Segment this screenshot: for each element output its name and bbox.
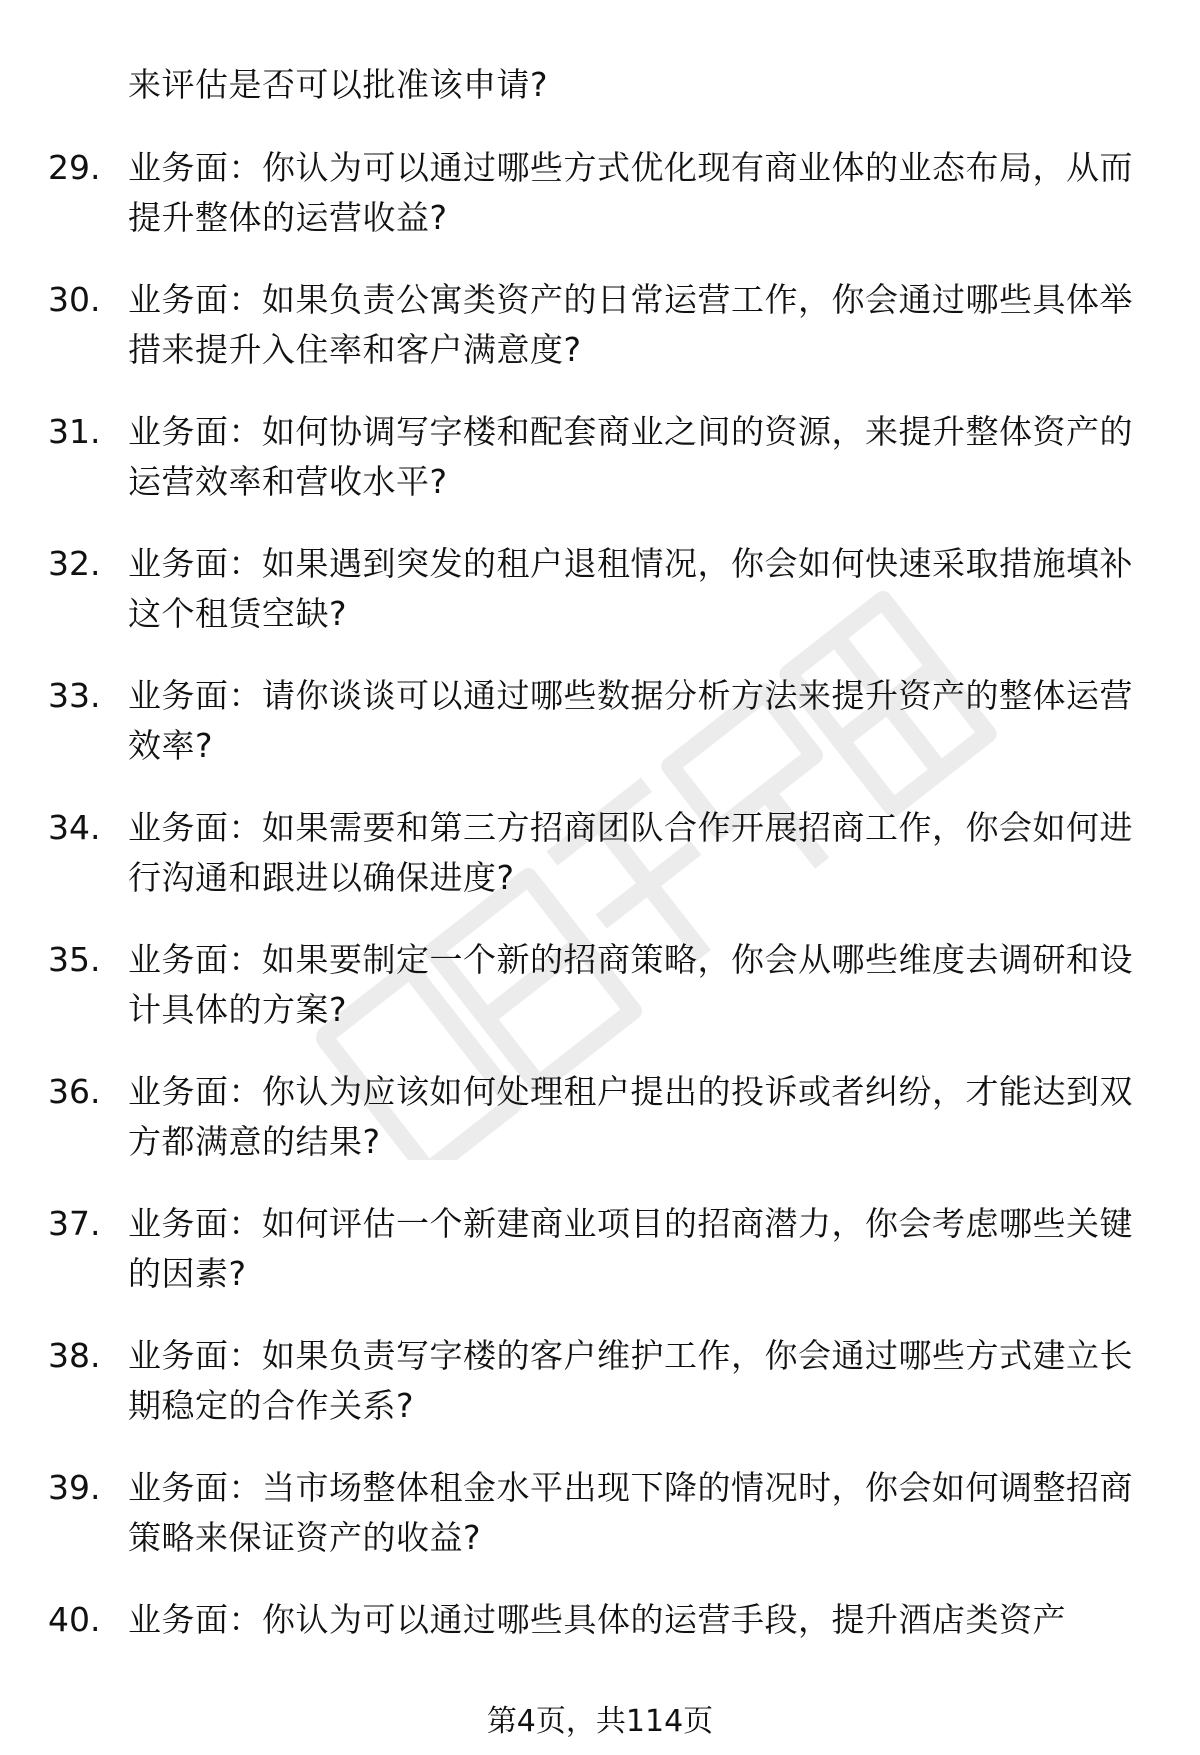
question-item <box>48 143 1148 275</box>
question-number: 29. <box>48 148 101 187</box>
page-footer: 第4页，共114页 <box>486 1704 714 1739</box>
question-number: 39. <box>48 1468 101 1507</box>
question-text: 业务面：请你谈谈可以通过哪些数据分析方法来提升资产的整体运营效率? <box>128 676 1133 765</box>
question-number: 37. <box>48 1204 101 1243</box>
continuation-text: 来评估是否可以批准该申请? <box>128 65 549 104</box>
question-text: 业务面：你认为可以通过哪些方式优化现有商业体的业态布局，从而提升整体的运营收益? <box>128 148 1133 237</box>
question-text: 业务面：如果负责写字楼的客户维护工作，你会通过哪些方式建立长期稳定的合作关系? <box>128 1336 1133 1425</box>
question-number: 38. <box>48 1336 101 1375</box>
question-number: 40. <box>48 1600 101 1639</box>
question-text: 业务面：如果需要和第三方招商团队合作开展招商工作，你会如何进行沟通和跟进以确保进度? <box>128 808 1133 897</box>
question-item <box>48 1067 1148 1199</box>
question-number: 36. <box>48 1072 101 1111</box>
question-text: 业务面：如果遇到突发的租户退租情况，你会如何快速采取措施填补这个租赁空缺? <box>128 544 1133 633</box>
question-number: 30. <box>48 280 101 319</box>
question-item <box>48 1463 1148 1595</box>
question-item <box>48 935 1148 1067</box>
question-number: 33. <box>48 676 101 715</box>
question-text: 业务面：当市场整体租金水平出现下降的情况时，你会如何调整招商策略来保证资产的收益? <box>128 1468 1133 1557</box>
question-text: 业务面：如何协调写字楼和配套商业之间的资源，来提升整体资产的运营效率和营收水平? <box>128 412 1133 501</box>
question-text: 业务面：你认为应该如何处理租户提出的投诉或者纠纷，才能达到双方都满意的结果? <box>128 1072 1133 1161</box>
question-item <box>48 671 1148 803</box>
question-text: 业务面：如果要制定一个新的招商策略，你会从哪些维度去调研和设计具体的方案? <box>128 940 1133 1029</box>
question-item <box>48 275 1148 407</box>
question-list <box>48 143 1148 1727</box>
question-item <box>48 1199 1148 1331</box>
question-text: 业务面：如何评估一个新建商业项目的招商潜力，你会考虑哪些关键的因素? <box>128 1204 1133 1293</box>
question-item <box>48 1331 1148 1463</box>
question-number: 35. <box>48 940 101 979</box>
question-item <box>48 539 1148 671</box>
question-number: 32. <box>48 544 101 583</box>
question-item <box>48 803 1148 935</box>
question-text: 业务面：你认为可以通过哪些具体的运营手段，提升酒店类资产 <box>128 1600 1066 1639</box>
question-item <box>48 407 1148 539</box>
question-text: 业务面：如果负责公寓类资产的日常运营工作，你会通过哪些具体举措来提升入住率和客户满意度? <box>128 280 1133 369</box>
question-number: 31. <box>48 412 101 451</box>
question-number: 34. <box>48 808 101 847</box>
